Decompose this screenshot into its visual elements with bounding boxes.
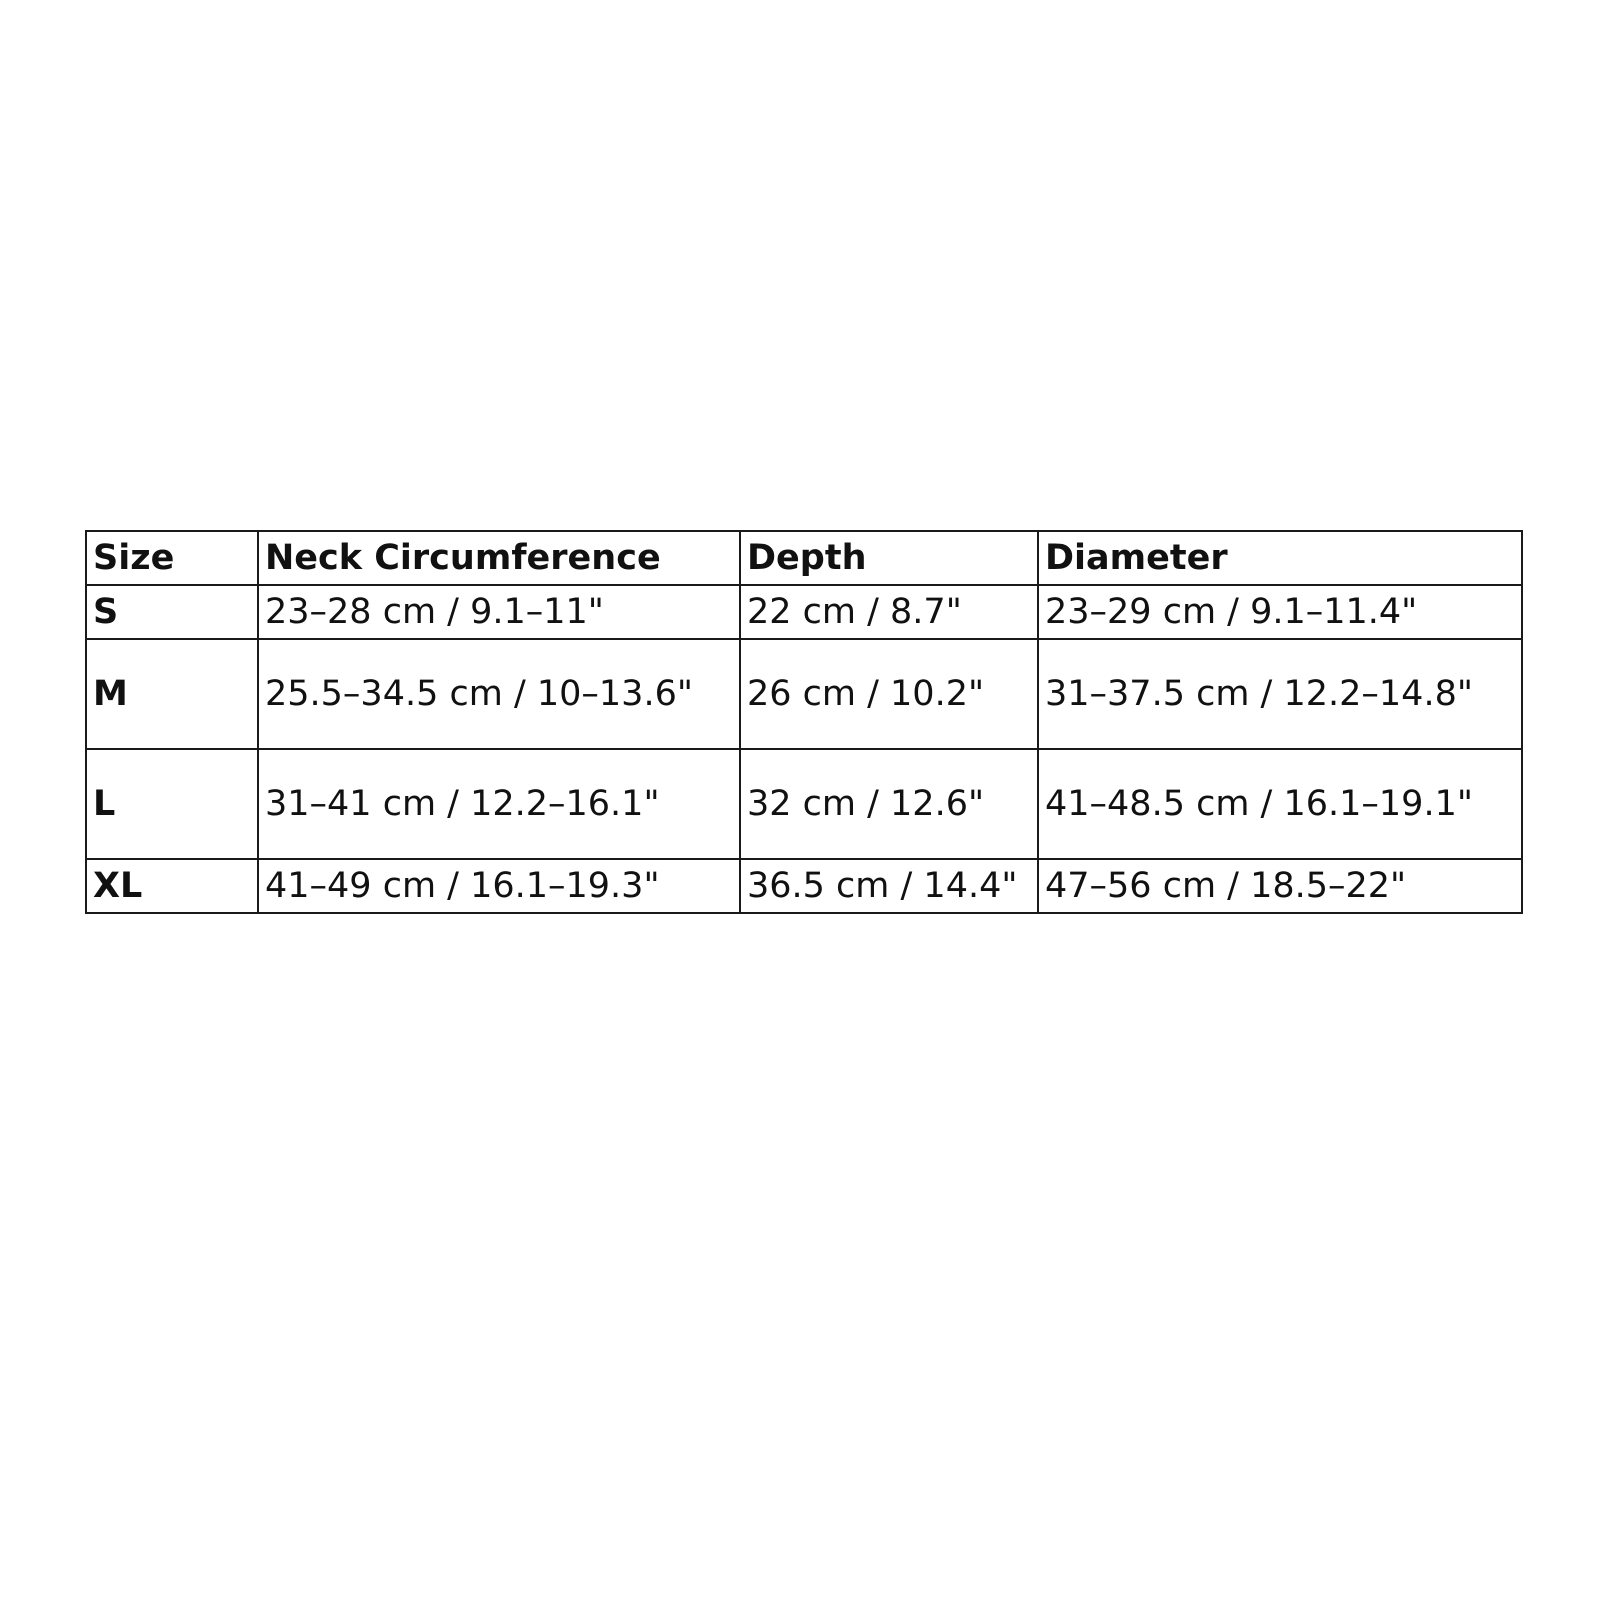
- cell-neck-circumference: 31–41 cm / 12.2–16.1": [258, 749, 740, 859]
- header-size: Size: [86, 531, 258, 585]
- cell-size: M: [86, 639, 258, 749]
- header-depth: Depth: [740, 531, 1038, 585]
- table-header-row: [86, 531, 1522, 585]
- cell-diameter: 41–48.5 cm / 16.1–19.1": [1038, 749, 1522, 859]
- header-diameter: Diameter: [1038, 531, 1522, 585]
- cell-neck-circumference: 25.5–34.5 cm / 10–13.6": [258, 639, 740, 749]
- cell-size: S: [86, 585, 258, 639]
- cell-diameter: 31–37.5 cm / 12.2–14.8": [1038, 639, 1522, 749]
- cell-diameter: 23–29 cm / 9.1–11.4": [1038, 585, 1522, 639]
- table-row-xl: [86, 859, 1522, 913]
- cell-depth: 26 cm / 10.2": [740, 639, 1038, 749]
- table-row-s: [86, 585, 1522, 639]
- table-row-m: [86, 639, 1522, 749]
- cell-neck-circumference: 23–28 cm / 9.1–11": [258, 585, 740, 639]
- cell-diameter: 47–56 cm / 18.5–22": [1038, 859, 1522, 913]
- cell-depth: 32 cm / 12.6": [740, 749, 1038, 859]
- cell-depth: 36.5 cm / 14.4": [740, 859, 1038, 913]
- cell-size: XL: [86, 859, 258, 913]
- cell-size: L: [86, 749, 258, 859]
- cell-depth: 22 cm / 8.7": [740, 585, 1038, 639]
- table-row-l: [86, 749, 1522, 859]
- header-neck-circumference: Neck Circumference: [258, 531, 740, 585]
- size-chart-table: [85, 530, 1523, 914]
- cell-neck-circumference: 41–49 cm / 16.1–19.3": [258, 859, 740, 913]
